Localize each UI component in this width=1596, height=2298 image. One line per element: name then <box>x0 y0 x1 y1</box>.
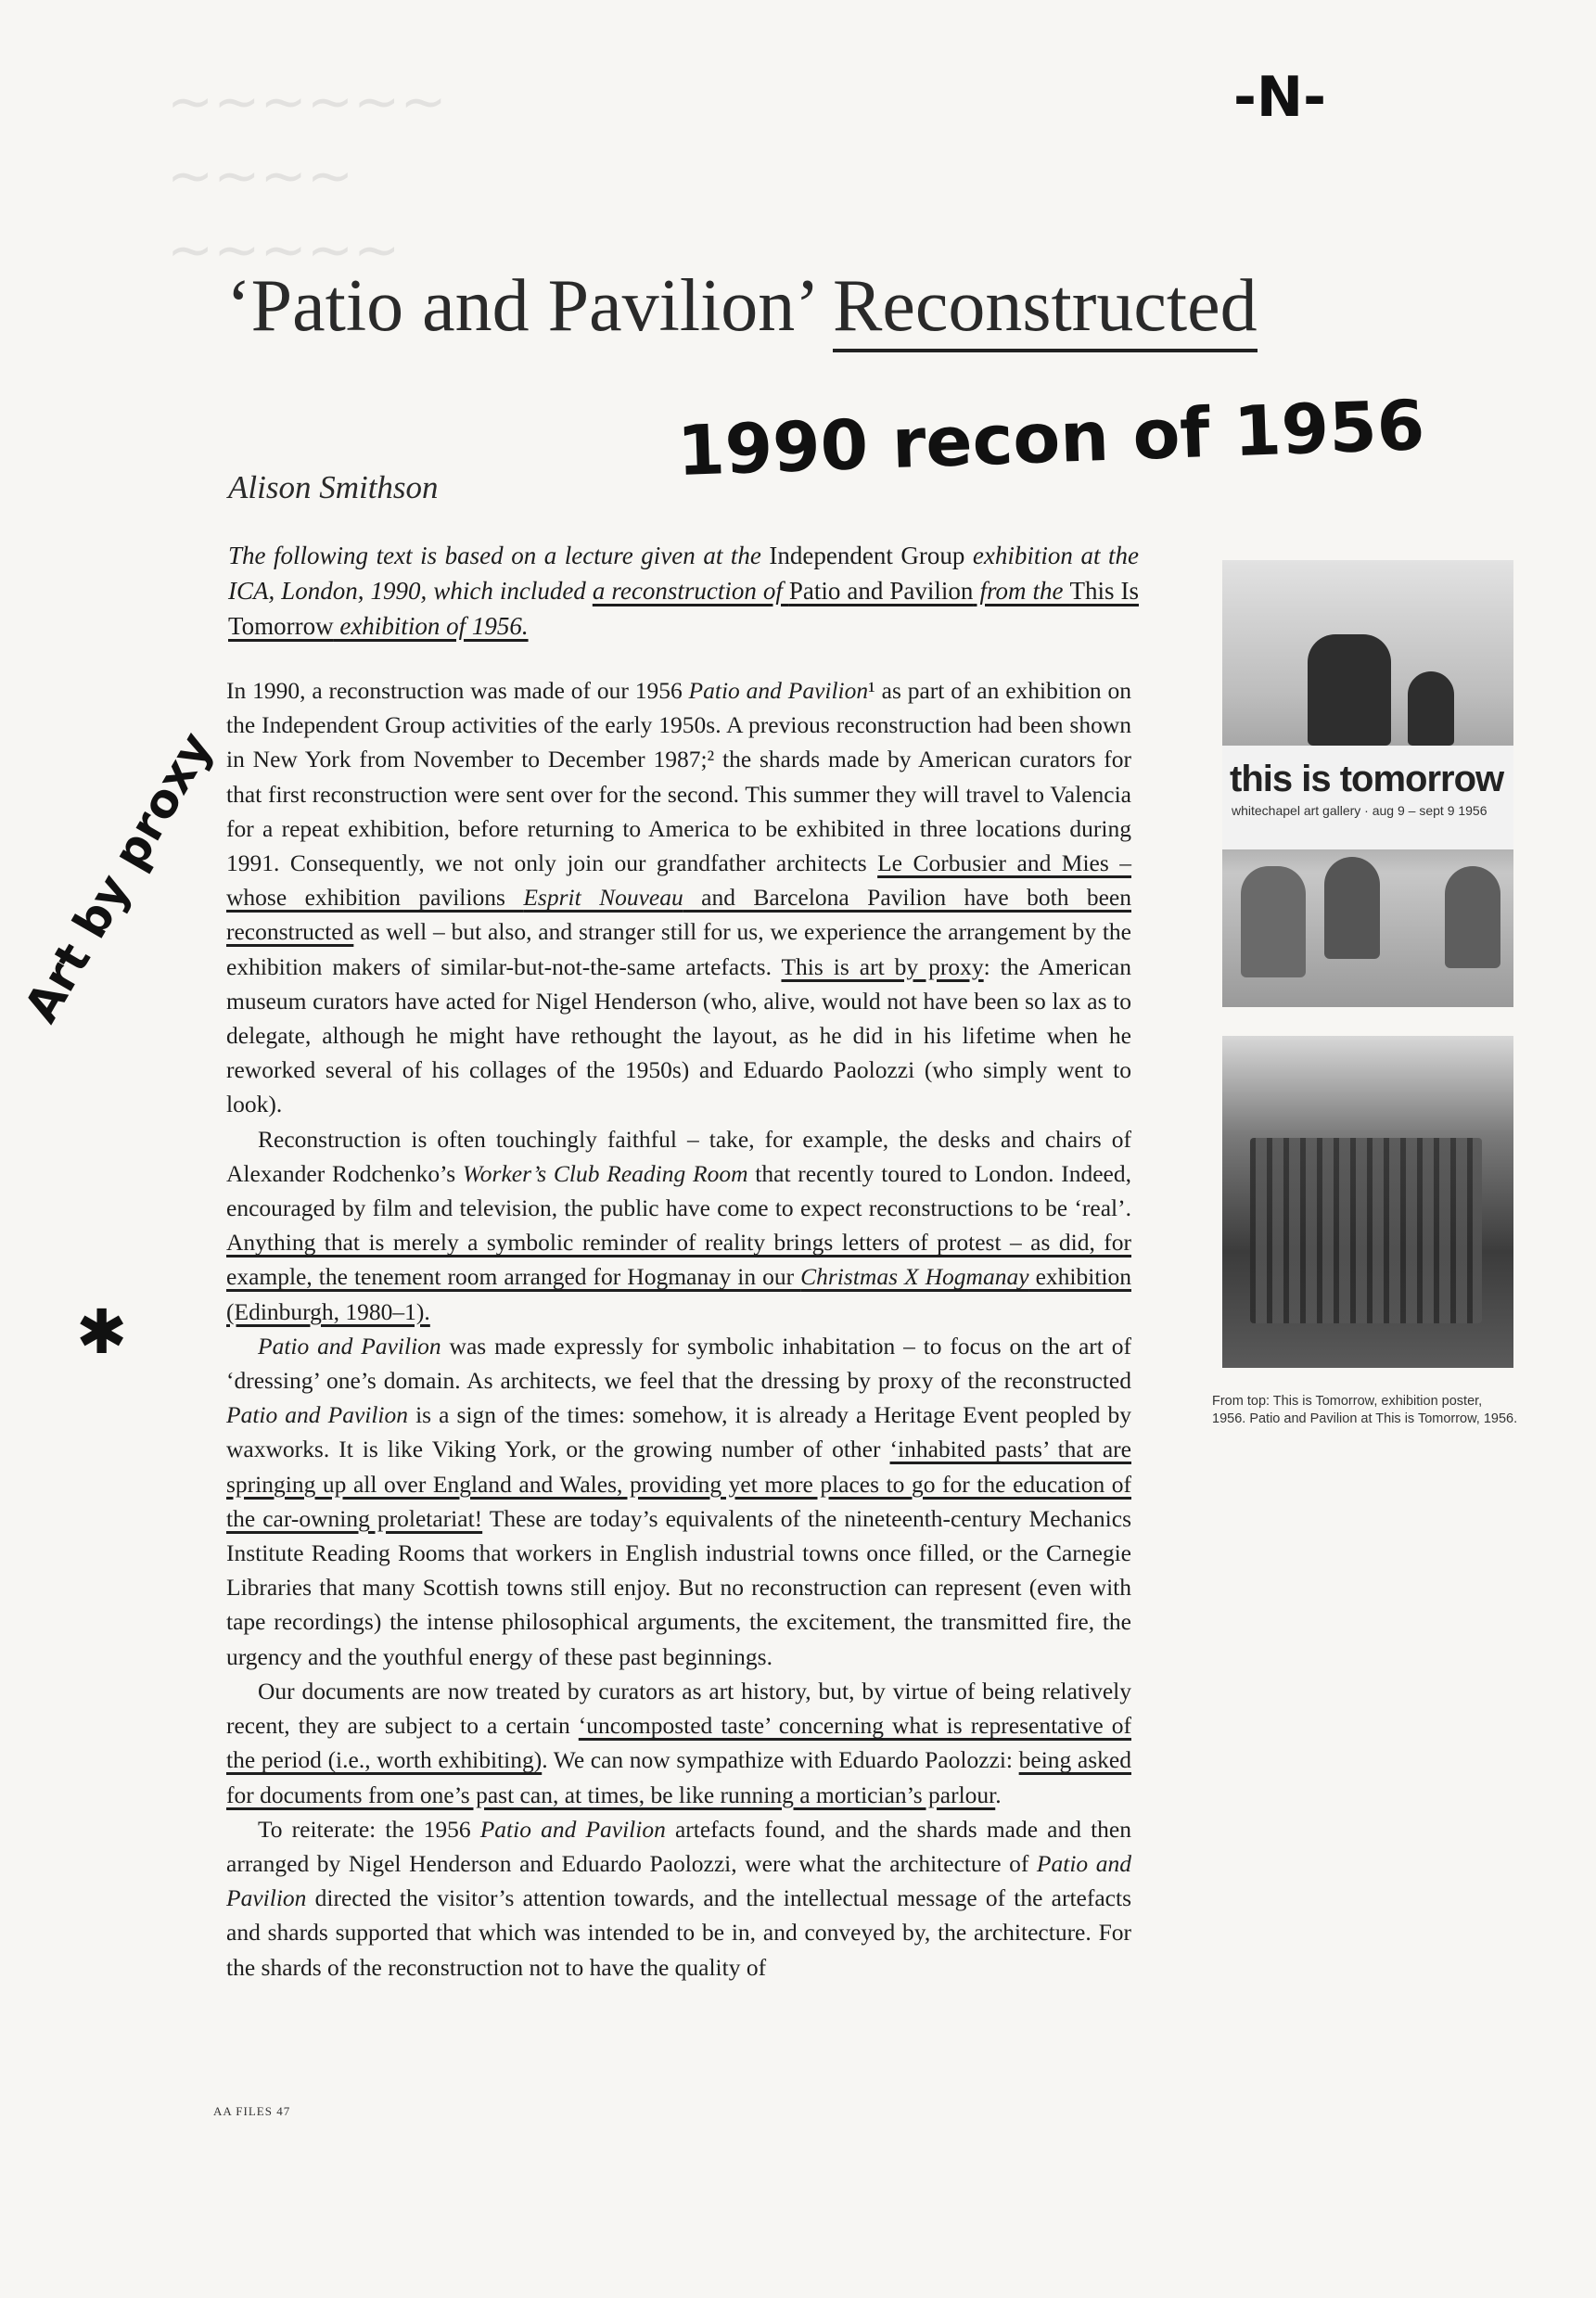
text: In 1990, a reconstruction was made of our 1956 <box>226 677 689 704</box>
text: Anything that is merely a symbolic reminder of reality brings letters of protest – as did, for example, the tenement room arranged for Hogmanay in our <box>226 1229 1131 1291</box>
photo-figure <box>1308 634 1391 746</box>
text: To reiterate: the 1956 <box>258 1815 480 1843</box>
lead-text: Patio and Pavilion <box>788 577 974 605</box>
lead-paragraph <box>228 538 1139 644</box>
text: and Barcelona Pavilion have both been reconstructed <box>226 884 1131 946</box>
text: : the American museum curators have acted for Nigel Henderson (who, alive, would not have been so lax as to delegate, although he might have rethought the layout, as he did in his lifetime when he reworked several of his collages of the 1950s) and Eduardo Paolozzi (who simply went to look). <box>226 952 1132 1118</box>
text: Patio and Pavilion <box>688 677 869 704</box>
photo-figure <box>1445 866 1500 968</box>
text: that recently toured to London. Indeed, encouraged by film and television, the public have come to expect reconstructions to be ‘real’. <box>226 1159 1131 1222</box>
text: Christmas X Hogmanay <box>800 1263 1029 1291</box>
text: ‘uncomposted taste’ concerning what is representative of the period (i.e., worth exhibiting) <box>226 1712 1131 1774</box>
text: as well – but also, and stranger still for us, we experience the arrangement by the exhibition makers of similar-but-not-the-same artefacts. <box>226 918 1131 980</box>
text: Patio and Pavilion <box>479 1815 666 1843</box>
poster-title: this is tomorrow <box>1230 759 1504 799</box>
poster-photo <box>1222 560 1513 1007</box>
text: was made expressly for symbolic inhabitation – to focus on the art of ‘dressing’ one’s domain. As architects, we feel that the dressing by proxy of the reconstructed <box>226 1332 1131 1395</box>
text: Reconstruction is often touchingly faithful – take, for example, the desks and chairs of Alexander Rodchenko’s <box>226 1125 1131 1187</box>
handwritten-margin-note: Art by proxy <box>14 722 223 1031</box>
handwritten-recon-note: 1990 recon of 1956 <box>675 385 1426 492</box>
text: Patio and Pavilion <box>226 1849 1131 1912</box>
title-part-1: ‘Patio and Pavilion’ <box>226 265 833 347</box>
pavilion-structure <box>1250 1138 1482 1323</box>
article-title <box>226 262 1506 351</box>
article-body <box>226 673 1131 1985</box>
handwritten-top-mark: -N- <box>1233 65 1327 130</box>
text: Patio and Pavilion <box>226 1401 409 1429</box>
text: Worker’s Club Reading Room <box>462 1159 748 1187</box>
text: ‘inhabited pasts’ that are springing up all over England and Wales, providing yet more places to go for the education of the car-owning proletariat! <box>226 1436 1131 1532</box>
text: is a sign of the times: somehow, it is already a Heritage Event peopled by waxworks. It is like Viking York, or the growing number of other <box>226 1401 1131 1463</box>
text: These are today’s equivalents of the nineteenth-century Mechanics Institute Reading Rooms that workers in English industrial towns once filled, or the Carnegie Libraries that many Scottish towns still enjoy. But no reconstruction can represent (even with tape recordings) the intense philosophical arguments, the excitement, the transmitted fire, the urgency and the youthful energy of these past beginnings. <box>226 1504 1132 1670</box>
text: Patio and Pavilion <box>258 1332 441 1360</box>
page-footer: AA FILES 47 <box>213 2104 291 2118</box>
text: artefacts found, and the shards made and then arranged by Nigel Henderson and Eduardo Paolozzi, were what the architecture of <box>226 1815 1131 1877</box>
lead-text: a reconstruction of <box>592 577 789 605</box>
paragraph-1 <box>226 673 1131 1122</box>
paragraph-2 <box>226 1122 1131 1329</box>
lead-text: The following text is based on a lecture given at the <box>228 542 770 569</box>
lead-text: Independent Group <box>769 542 965 569</box>
lead-text: exhibition of 1956. <box>333 612 529 640</box>
text: . We can now sympathize with Eduardo Paolozzi: <box>542 1746 1019 1774</box>
lead-text: from the <box>973 577 1070 605</box>
pavilion-photo <box>1222 1036 1513 1368</box>
paragraph-3 <box>226 1329 1131 1674</box>
bleed-through-marks: ~~~~~~ ~~~~ ~~~~~ <box>167 70 447 283</box>
text: . <box>995 1781 1002 1808</box>
text: Esprit Nouveau <box>523 884 683 912</box>
author: Alison Smithson <box>228 469 439 505</box>
photo-figure <box>1241 866 1306 977</box>
text: This is art by proxy <box>781 952 984 980</box>
handwritten-star: ✱ <box>76 1296 128 1368</box>
photo-figure <box>1408 671 1454 746</box>
lead-text: exhibition at the ICA, London, 1990, which included <box>228 542 1139 605</box>
paragraph-4 <box>226 1674 1131 1812</box>
title-part-2: Reconstructed <box>833 265 1258 352</box>
figure-caption: From top: This is Tomorrow, exhibition poster, 1956. Patio and Pavilion at This is Tomorrow, 1956. <box>1212 1394 1518 1426</box>
text: exhibition (Edinburgh, 1980–1). <box>226 1263 1131 1325</box>
text: Our documents are now treated by curators as art history, but, by virtue of being relatively recent, they are subject to a certain <box>226 1677 1131 1740</box>
text: being asked for documents from one’s past can, at times, be like running a mortician’s parlour <box>226 1746 1131 1808</box>
poster-subtitle: whitechapel art gallery · aug 9 – sept 9 1956 <box>1232 803 1487 818</box>
lead-text: This Is Tomorrow <box>228 577 1140 640</box>
photo-figure <box>1324 857 1380 959</box>
text: Le Corbusier and Mies – whose exhibition pavilions <box>226 849 1132 912</box>
text: directed the visitor’s attention towards, and the intellectual message of the artefacts and shards supported that which was intended to be in, and conveyed by, the architecture. For the shards of the reconstruction not to have the quality of <box>226 1884 1131 1981</box>
text: ¹ as part of an exhibition on the Independent Group activities of the early 1950s. A previous reconstruction had been shown in New York from November to December 1987;² the shards made by American curators for that first reconstruction were sent over for the second. This summer they will travel to Valencia for a repeat exhibition, before returning to America to be exhibited in three locations during 1991. Consequently, we not only join our grandfather architects <box>226 677 1131 877</box>
paragraph-5 <box>226 1812 1131 1985</box>
